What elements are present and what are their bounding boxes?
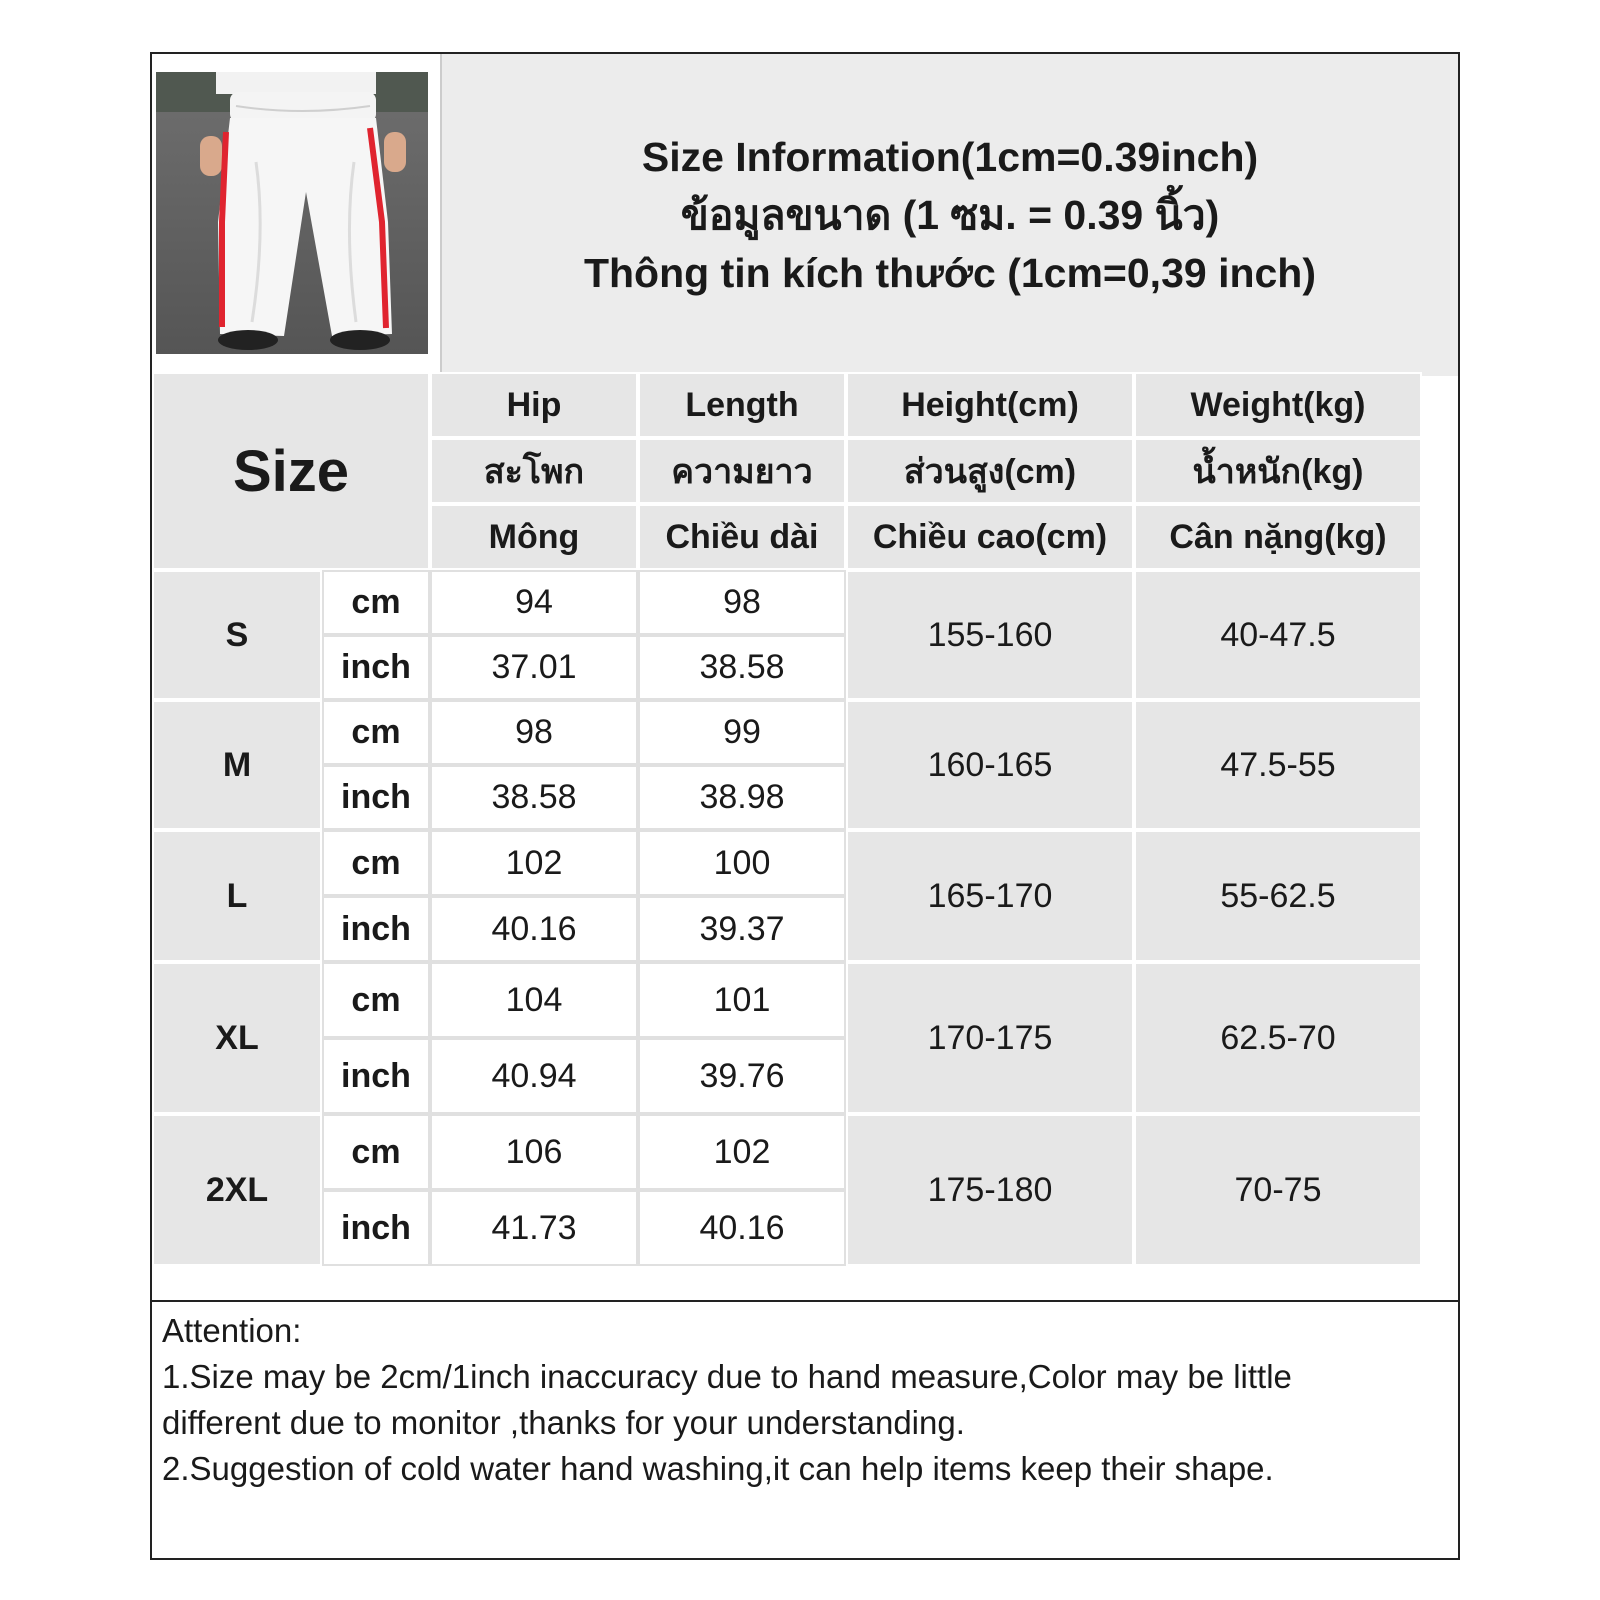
length-inch-value: 39.76 xyxy=(638,1038,846,1114)
size-label-2XL: 2XL xyxy=(152,1114,322,1266)
hip-cm-value: 94 xyxy=(430,570,638,635)
unit-cm: cm xyxy=(322,700,430,765)
unit-cm: cm xyxy=(322,962,430,1038)
size-label-S: S xyxy=(152,570,322,700)
height-range: 175-180 xyxy=(846,1114,1134,1266)
column-header-1-th: ความยาว xyxy=(638,438,846,504)
height-range: 165-170 xyxy=(846,830,1134,962)
unit-inch: inch xyxy=(322,765,430,830)
length-cm-value: 100 xyxy=(638,830,846,896)
length-inch-value: 39.37 xyxy=(638,896,846,962)
hip-inch-value: 38.58 xyxy=(430,765,638,830)
length-cm-value: 102 xyxy=(638,1114,846,1190)
column-header-0-th: สะโพก xyxy=(430,438,638,504)
unit-cm: cm xyxy=(322,1114,430,1190)
column-header-2-th: ส่วนสูง(cm) xyxy=(846,438,1134,504)
hip-inch-value: 41.73 xyxy=(430,1190,638,1266)
size-header: Size xyxy=(152,372,430,570)
hip-cm-value: 102 xyxy=(430,830,638,896)
size-chart xyxy=(150,52,1460,1560)
hip-cm-value: 106 xyxy=(430,1114,638,1190)
weight-range: 47.5-55 xyxy=(1134,700,1422,830)
unit-inch: inch xyxy=(322,1038,430,1114)
size-label-L: L xyxy=(152,830,322,962)
attention-line-3: 2.Suggestion of cold water hand washing,it can help items keep their shape. xyxy=(162,1450,1274,1487)
product-photo xyxy=(156,72,428,354)
weight-range: 55-62.5 xyxy=(1134,830,1422,962)
unit-cm: cm xyxy=(322,570,430,635)
attention-note xyxy=(152,1300,1458,1558)
weight-range: 70-75 xyxy=(1134,1114,1422,1266)
length-inch-value: 40.16 xyxy=(638,1190,846,1266)
height-range: 170-175 xyxy=(846,962,1134,1114)
product-photo-cell xyxy=(152,54,440,376)
length-cm-value: 99 xyxy=(638,700,846,765)
unit-inch: inch xyxy=(322,896,430,962)
unit-inch: inch xyxy=(322,635,430,700)
hip-inch-value: 37.01 xyxy=(430,635,638,700)
column-header-3-en: Weight(kg) xyxy=(1134,372,1422,438)
column-header-0-vi: Mông xyxy=(430,504,638,570)
weight-range: 62.5-70 xyxy=(1134,962,1422,1114)
length-cm-value: 101 xyxy=(638,962,846,1038)
hip-cm-value: 98 xyxy=(430,700,638,765)
column-header-2-en: Height(cm) xyxy=(846,372,1134,438)
attention-line-1: 1.Size may be 2cm/1inch inaccuracy due to hand measure,Color may be little xyxy=(162,1358,1292,1395)
hip-inch-value: 40.16 xyxy=(430,896,638,962)
title-block xyxy=(440,54,1458,376)
height-range: 160-165 xyxy=(846,700,1134,830)
attention-heading: Attention: xyxy=(162,1312,302,1349)
length-cm-value: 98 xyxy=(638,570,846,635)
column-header-3-th: น้ำหนัก(kg) xyxy=(1134,438,1422,504)
weight-range: 40-47.5 xyxy=(1134,570,1422,700)
column-header-0-en: Hip xyxy=(430,372,638,438)
unit-inch: inch xyxy=(322,1190,430,1266)
size-label-M: M xyxy=(152,700,322,830)
attention-line-2: different due to monitor ,thanks for your understanding. xyxy=(162,1404,965,1441)
hip-cm-value: 104 xyxy=(430,962,638,1038)
height-range: 155-160 xyxy=(846,570,1134,700)
title-vietnamese: Thông tin kích thước (1cm=0,39 inch) xyxy=(583,250,1317,296)
column-header-3-vi: Cân nặng(kg) xyxy=(1134,504,1422,570)
length-inch-value: 38.58 xyxy=(638,635,846,700)
size-label-XL: XL xyxy=(152,962,322,1114)
title-thai: ข้อมูลขนาด (1 ซม. = 0.39 นิ้ว) xyxy=(680,192,1220,238)
column-header-1-vi: Chiều dài xyxy=(638,504,846,570)
hip-inch-value: 40.94 xyxy=(430,1038,638,1114)
unit-cm: cm xyxy=(322,830,430,896)
title-english: Size Information(1cm=0.39inch) xyxy=(641,134,1259,180)
length-inch-value: 38.98 xyxy=(638,765,846,830)
column-header-2-vi: Chiều cao(cm) xyxy=(846,504,1134,570)
column-header-1-en: Length xyxy=(638,372,846,438)
